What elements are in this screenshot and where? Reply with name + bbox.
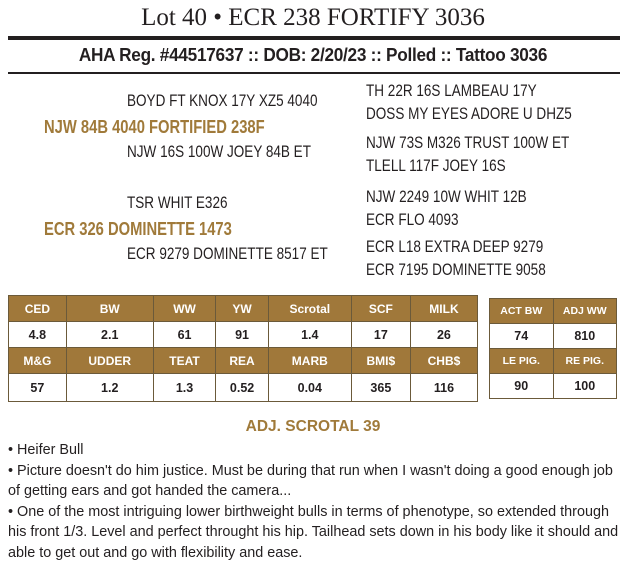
- epd-header: MILK: [410, 296, 477, 322]
- epd-header: UDDER: [66, 348, 153, 374]
- sire-dam-dam: TLELL 117F JOEY 16S: [366, 157, 506, 175]
- epd-value: 91: [216, 322, 268, 348]
- sire-sire-sire: TH 22R 16S LAMBEAU 17Y: [366, 82, 537, 100]
- sire-sire: BOYD FT KNOX 17Y XZ5 4040: [127, 92, 318, 110]
- registration-line: AHA Reg. #44517637 :: DOB: 2/20/23 :: Polled :: Tattoo 3036: [78, 44, 548, 65]
- actuals-header: LE PIG.: [490, 349, 554, 374]
- epd-value: 365: [351, 374, 410, 402]
- epd-value: 1.4: [268, 322, 351, 348]
- registration-divider: [8, 72, 620, 74]
- epd-header: TEAT: [153, 348, 216, 374]
- epd-header: BMI$: [351, 348, 410, 374]
- actuals-header: RE PIG.: [553, 349, 617, 374]
- epd-header: Scrotal: [268, 296, 351, 322]
- note-item: • Picture doesn't do him justice. Must be during that run when I wasn't doing a good enough job of getting ears and got handed the camera...: [8, 462, 613, 499]
- sire: NJW 84B 4040 FORTIFIED 238F: [44, 117, 265, 137]
- epd-value: 1.2: [66, 374, 153, 402]
- dam-sire-dam: ECR FLO 4093: [366, 211, 459, 229]
- dam-dam-dam: ECR 7195 DOMINETTE 9058: [366, 261, 546, 279]
- epd-header: YW: [216, 296, 268, 322]
- actuals-header: ACT BW: [490, 299, 554, 324]
- epd-header: REA: [216, 348, 268, 374]
- epd-value: 57: [9, 374, 67, 402]
- dam-dam: ECR 9279 DOMINETTE 8517 ET: [127, 245, 328, 263]
- epd-header: CED: [9, 296, 67, 322]
- epd-value: 116: [410, 374, 477, 402]
- actuals-value: 74: [490, 324, 554, 349]
- actuals-header: ADJ WW: [553, 299, 617, 324]
- dam-dam-sire: ECR L18 EXTRA DEEP 9279: [366, 238, 544, 256]
- epd-value: 0.52: [216, 374, 268, 402]
- epd-value: 26: [410, 322, 477, 348]
- note-item: • One of the most intriguing lower birthweight bulls in terms of phenotype, so extended through his front 1/3. Level and perfect throught his hip. Tailhead sets down in his body like it should and able to get out and go with flexibility and ease.: [8, 503, 619, 561]
- dam-sire-sire: NJW 2249 10W WHIT 12B: [366, 188, 527, 206]
- note-item: • Heifer Bull: [8, 442, 84, 458]
- title-divider: [8, 36, 620, 40]
- epd-header: M&G: [9, 348, 67, 374]
- epd-table: [8, 295, 478, 402]
- sire-sire-dam: DOSS MY EYES ADORE U DHZ5: [366, 105, 572, 123]
- actuals-value: 90: [490, 374, 554, 399]
- epd-value: 17: [351, 322, 410, 348]
- epd-header: CHB$: [410, 348, 477, 374]
- epd-header: MARB: [268, 348, 351, 374]
- sire-dam: NJW 16S 100W JOEY 84B ET: [127, 143, 311, 161]
- epd-value: 1.3: [153, 374, 216, 402]
- adj-scrotal: ADJ. SCROTAL 39: [245, 418, 381, 435]
- epd-value: 4.8: [9, 322, 67, 348]
- actuals-value: 810: [553, 324, 617, 349]
- actuals-table: [489, 298, 617, 399]
- dam-sire: TSR WHIT E326: [127, 194, 228, 212]
- actuals-value: 100: [553, 374, 617, 399]
- epd-value: 0.04: [268, 374, 351, 402]
- notes: [8, 440, 620, 563]
- sire-dam-sire: NJW 73S M326 TRUST 100W ET: [366, 134, 570, 152]
- epd-value: 2.1: [66, 322, 153, 348]
- lot-title: Lot 40 • ECR 238 FORTIFY 3036: [141, 4, 485, 31]
- epd-value: 61: [153, 322, 216, 348]
- epd-header: BW: [66, 296, 153, 322]
- epd-header: WW: [153, 296, 216, 322]
- dam: ECR 326 DOMINETTE 1473: [44, 219, 232, 239]
- epd-header: SCF: [351, 296, 410, 322]
